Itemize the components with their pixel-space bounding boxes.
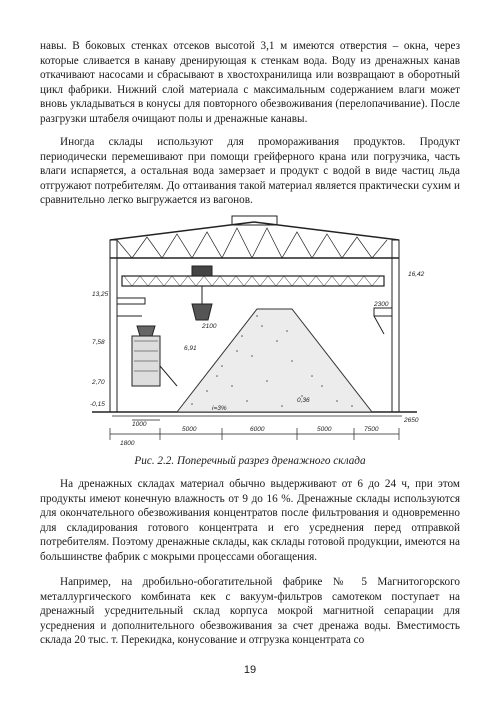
label-dim-1800: 1800 <box>120 440 135 447</box>
label-dim-7500: 7500 <box>364 426 379 433</box>
page-number: 19 <box>243 664 257 676</box>
label-dim-5000: 5000 <box>182 426 197 433</box>
figure-cross-section <box>90 216 425 448</box>
label-slope: i=3% <box>212 405 227 412</box>
drainage-warehouse-drawing <box>90 216 425 448</box>
label-dim-6000: 6000 <box>250 426 265 433</box>
label-dim-1000: 1000 <box>132 421 147 428</box>
label-dim-2300: 2300 <box>374 301 389 308</box>
label-elevation-758: 7,58 <box>92 339 105 346</box>
label-elevation-270: 2,70 <box>92 379 105 386</box>
figure-caption: Рис. 2.2. Поперечный разрез дренажного склада <box>134 455 366 467</box>
paragraph-1: навы. В боковых стенках отсеков высотой 3,1 м имеются отверстия – окна, через которые сливается в канаву дренирующая к стенкам вода. Воду из дренажных канав откачивают насосами и сбрасывают в хвостохранилища или возвращают в оборотный цикл фабрики. Нижний слой материала с максимальным содержанием влаги может вновь укладываться в конусы для повторного обезвоживания (перелопачивание). После разгрузки штабеля очищают полы и дренажные канавы. <box>40 40 460 125</box>
label-dim-2100: 2100 <box>202 323 217 330</box>
paragraph-4: Например, на дробильно-обогатительной фабрике № 5 Магнитогорского металлургического комбината кек с вакуум-фильтров самотеком поступает на дренажный усреднительный склад корпуса мокрой магнитной сепарации для усреднения и дополнительного обезвоживания за счет дренажа воды. Вместимость склада 20 тыс. т. Перекидка, конусование и отгрузка концентрата со <box>40 576 460 647</box>
paragraph-2: Иногда склады используют для промораживания продуктов. Продукт периодически перемешивают при помощи грейферного крана или погрузчика, часть влаги испаряется, а остальная вода замерзает и продукт с водой в виде частиц льда отгружают потребителям. До оттаивания такой материал является практически сухим и сравнительно легко выгружается из вагонов. <box>40 136 460 207</box>
label-elevation-neg015: -0,15 <box>90 401 105 408</box>
label-elevation-036: 0,36 <box>297 397 310 404</box>
label-elevation-crane: 13,25 <box>92 291 109 298</box>
paragraph-3: На дренажных складах материал обычно выдерживают от 6 до 24 ч, при этом продукты имеют конечную влажность от 9 до 16 %. Дренажные склады используются для окончательного обезвоживания концентратов после фильтрования и одновременно для складирования готового концентрата и его усреднения перед отправкой потребителям. Поэтому дренажные склады, как склады готовой продукции, имеются на большинстве фабрик с мокрыми процессами обогащения. <box>40 478 460 563</box>
label-elevation-691: 6,91 <box>184 345 197 352</box>
label-dim-2650: 2650 <box>404 417 419 424</box>
label-dim-5000b: 5000 <box>317 426 332 433</box>
label-elevation-top: 16,42 <box>408 271 425 278</box>
